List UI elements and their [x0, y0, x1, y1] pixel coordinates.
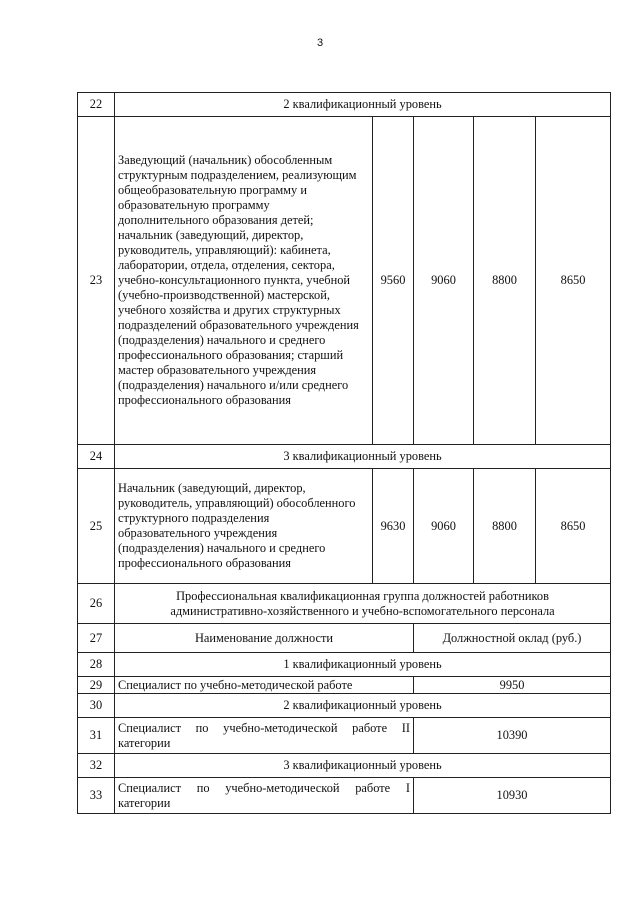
row-number: 31	[78, 718, 115, 754]
table-row	[78, 718, 611, 754]
position-name: Специалист по учебно-методической работе	[115, 677, 414, 694]
row-number: 23	[78, 117, 115, 445]
salary-table	[77, 92, 611, 814]
row-number: 22	[78, 93, 115, 117]
row-number: 24	[78, 445, 115, 469]
salary-value: 8650	[536, 117, 611, 445]
column-header-position: Наименование должности	[115, 624, 414, 653]
level-heading: 1 квалификационный уровень	[115, 653, 611, 677]
salary-value: 9060	[414, 117, 474, 445]
page-number: 3	[316, 37, 324, 49]
position-name: Специалист по учебно-методической работе I категории	[115, 778, 414, 814]
salary-value: 10390	[414, 718, 611, 754]
table-row	[78, 694, 611, 718]
salary-value: 8800	[474, 469, 536, 584]
table-row	[78, 677, 611, 694]
table-row	[78, 624, 611, 653]
salary-value: 8800	[474, 117, 536, 445]
table-row	[78, 93, 611, 117]
level-heading: 3 квалификационный уровень	[115, 754, 611, 778]
row-number: 32	[78, 754, 115, 778]
salary-value: 10930	[414, 778, 611, 814]
row-number: 26	[78, 584, 115, 624]
table-row	[78, 754, 611, 778]
table-row	[78, 778, 611, 814]
salary-value: 9060	[414, 469, 474, 584]
row-number: 33	[78, 778, 115, 814]
level-heading: 2 квалификационный уровень	[115, 93, 611, 117]
group-heading: Профессиональная квалификационная группа должностей работников административно-хозяйственного и учебно-вспомогательного персонала	[115, 584, 611, 624]
salary-value: 9560	[373, 117, 414, 445]
row-number: 30	[78, 694, 115, 718]
table-row	[78, 445, 611, 469]
table-row	[78, 584, 611, 624]
row-number: 29	[78, 677, 115, 694]
position-description: Начальник (заведующий, директор, руководитель, управляющий) обособленного структурного подразделения образовательного учреждения (подразделения) начального и среднего профессионального образования	[115, 469, 373, 584]
row-number: 27	[78, 624, 115, 653]
level-heading: 2 квалификационный уровень	[115, 694, 611, 718]
table-row	[78, 117, 611, 445]
row-number: 28	[78, 653, 115, 677]
position-description: Заведующий (начальник) обособленным структурным подразделением, реализующим общеобразовательную программу и образовательную программу дополнительного образования детей; начальник (заведующий, директор, руководитель, управляющий): кабинета, лаборатории, отдела, отделения, сектора, учебно-консультационного пункта, учебной (учебно-производственной) мастерской, учебного хозяйства и других структурных подразделений образовательного учреждения (подразделения) начального и среднего профессионального образования; старший мастер образовательного учреждения (подразделения) начального и/или среднего профессионального образования	[115, 117, 373, 445]
column-header-salary: Должностной оклад (руб.)	[414, 624, 611, 653]
salary-value: 9630	[373, 469, 414, 584]
position-name: Специалист по учебно-методической работе II категории	[115, 718, 414, 754]
table-row	[78, 653, 611, 677]
level-heading: 3 квалификационный уровень	[115, 445, 611, 469]
salary-value: 8650	[536, 469, 611, 584]
table-row	[78, 469, 611, 584]
row-number: 25	[78, 469, 115, 584]
salary-value: 9950	[414, 677, 611, 694]
